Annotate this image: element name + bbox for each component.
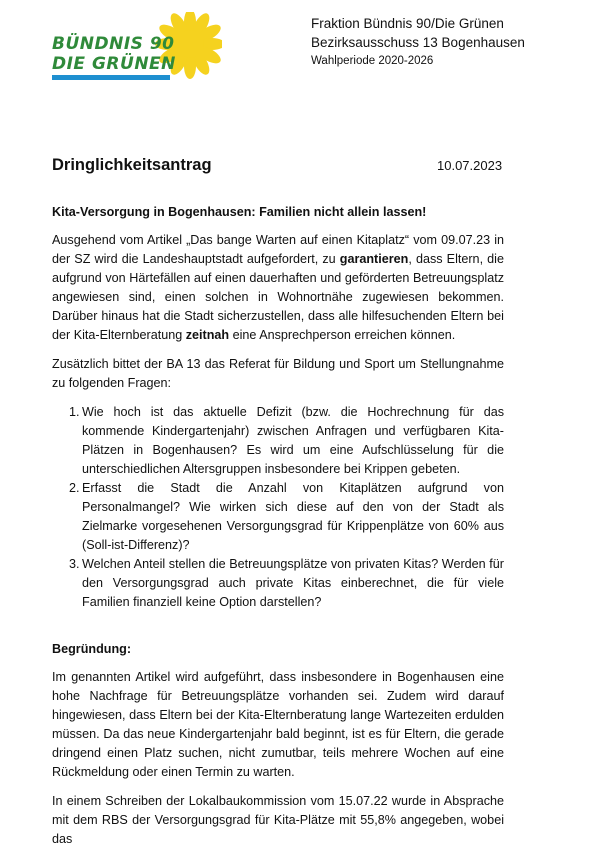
logo-bar [52, 75, 170, 80]
party-logo [52, 12, 222, 82]
subject-heading: Kita-Versorgung in Bogenhausen: Familien nicht allein lassen! [52, 205, 427, 219]
paragraph-reasoning: Im genannten Artikel wird aufgeführt, dass insbesondere in Bogenhausen eine hohe Nachfrage für Betreuungsplätze vorhanden sei. Zudem wird darauf hingewiesen, dass Eltern bei der Kita-Elternberatung lange Wartezeiten erdulden müssen. Da das neue Kindergartenjahr bald beginnt, ist es für Eltern, die gerade dringend einen Platz suchen, nicht zumutbar, teils mehrere Wochen auf eine Rückmeldung oder einen Termin zu warten. [52, 670, 504, 779]
list-item: 3. Welchen Anteil stellen die Betreuungsplätze von privaten Kitas? Werden für den Versorgungsgrad auch private Kitas einberechnet, die für viele Familien finanziell keine Option darstellen? [69, 557, 504, 609]
list-item: 1. Wie hoch ist das aktuelle Defizit (bzw. die Hochrechnung für das kommende Kindergartenjahr) zwischen Anfragen und verfügbaren Kita-Plätzen in Bogenhausen? Es wird um eine Aufschlüsselung für die unterschiedlichen Altersgruppen insbesondere bei Krippen gebeten. [69, 405, 504, 476]
begruendung-heading: Begründung: [52, 642, 132, 656]
logo-text-line2: DIE GRÜNEN [52, 54, 176, 74]
org-name: Fraktion Bündnis 90/Die Grünen [311, 16, 504, 31]
paragraph-lbk: In einem Schreiben der Lokalbaukommission vom 15.07.22 wurde in Absprache mit dem RBS der Versorgungsgrad für Kita-Plätze mit 55,8% angegeben, wobei das [52, 794, 504, 846]
logo-text-line1: BÜNDNIS 90 [52, 34, 175, 54]
paragraph-request: Ausgehend vom Artikel „Das bange Warten auf einen Kitaplatz“ vom 09.07.23 in der SZ wird die Landeshauptstadt aufgefordert, zu garantieren, dass Eltern, die aufgrund von Härtefällen auf einen dauerhaften und geförderten Betreuungsplatz angewiesen sind, einen solchen in Wohnortnähe zugewiesen bekommen. Darüber hinaus hat die Stadt sicherzustellen, dass alle hilfesuchenden Eltern bei der Kita-Elternberatung zeitnah eine Ansprechperson erreichen können. [52, 233, 504, 342]
document-body [52, 203, 504, 859]
org-committee: Bezirksausschuss 13 Bogenhausen [311, 35, 525, 50]
document-title: Dringlichkeitsantrag [52, 156, 212, 174]
list-item: 2. Erfasst die Stadt die Anzahl von Kitaplätzen aufgrund von Personalmangel? Wie wirken sich diese auf den von der Stadt als Zielmarke vorgesehenen Versorgungsgrad für Krippenplätze von 60% aus (Soll-ist-Differenz)? [69, 481, 504, 552]
org-period: Wahlperiode 2020-2026 [311, 55, 434, 67]
paragraph-questions-intro: Zusätzlich bittet der BA 13 das Referat für Bildung und Sport um Stellungnahme zu folgenden Fragen: [52, 357, 504, 390]
organization-header [311, 14, 525, 71]
document-date: 10.07.2023 [437, 158, 503, 173]
questions-list [52, 403, 504, 612]
